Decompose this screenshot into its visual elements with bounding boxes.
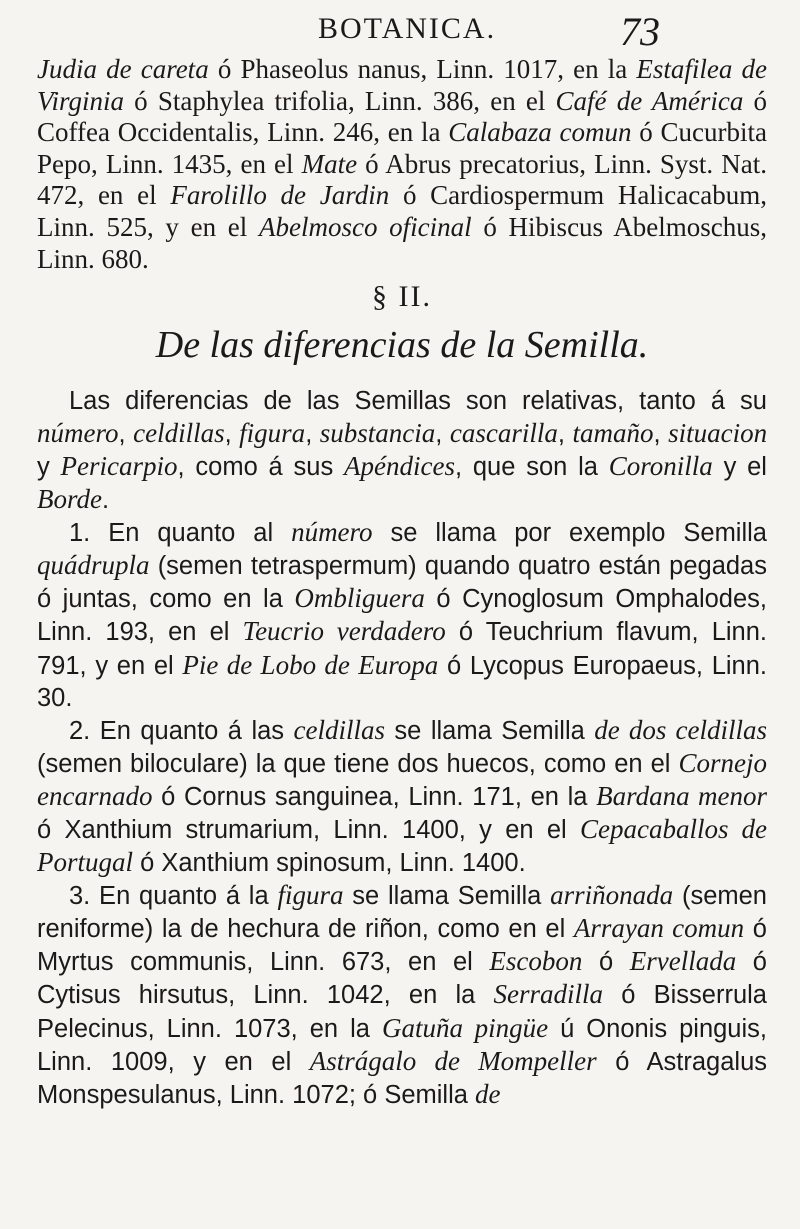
italic-run: Apéndices xyxy=(344,450,455,481)
italic-run: Ombliguera xyxy=(294,583,425,614)
text-run: (semen reniforme) la de hechura de riñon, como en el xyxy=(37,882,767,944)
text-block xyxy=(37,54,767,1111)
text-run: , xyxy=(557,419,573,448)
italic-run: Astrágalo de Mompeller xyxy=(309,1045,597,1076)
italic-run: situacion xyxy=(668,417,768,448)
italic-run: celdillas xyxy=(293,714,385,745)
text-run: ó Xanthium strumarium, Linn. 1400, y en el xyxy=(37,815,581,844)
italic-run: Coronilla xyxy=(608,450,713,481)
text-run: ó Hibiscus Abelmoschus, Linn. 680. xyxy=(37,211,768,274)
text-run: ó Phaseolus nanus, Linn. 1017, en la xyxy=(208,54,637,84)
italic-run: Judia de careta xyxy=(37,54,209,84)
text-run: se llama por exemplo Semilla xyxy=(372,519,767,548)
top-paragraph xyxy=(37,54,767,275)
italic-run: figura xyxy=(277,880,344,911)
text-run: ó Cynoglosum Omphalodes, Linn. 193, en el xyxy=(37,585,767,647)
text-run: se llama Semilla xyxy=(343,882,551,911)
running-head xyxy=(0,4,800,54)
italic-run: Bardana menor xyxy=(596,780,767,811)
running-title: BOTANICA. xyxy=(318,12,497,45)
text-run: ó Xanthium spinosum, Linn. 1400. xyxy=(133,849,526,878)
italic-run: Café de América xyxy=(555,85,744,116)
italic-run: Pericarpio xyxy=(60,450,178,481)
text-run: ú Ononis pinguis, Linn. 1009, y en el xyxy=(37,1014,767,1076)
section-title: De las diferencias de la Semilla. xyxy=(155,323,649,366)
text-run: ó Myrtus communis, Linn. 673, en el xyxy=(37,915,767,977)
italic-run: Gatuña pingüe xyxy=(381,1012,549,1043)
text-run: ó Teuchrium flavum, Linn. 791, y en el xyxy=(37,618,767,680)
text-run: ó Cardiospermum Halicacabum, Linn. 525, y en el xyxy=(37,180,767,242)
italic-run: de xyxy=(475,1078,501,1109)
text-run: 3. En quanto á la xyxy=(69,882,278,911)
italic-run: Mate xyxy=(301,148,358,179)
italic-run: Cepacaballos de Portugal xyxy=(37,813,767,878)
italic-run: Ervellada xyxy=(629,946,737,977)
italic-run: Farolillo de Jardin xyxy=(170,180,390,211)
body-paragraph xyxy=(37,879,767,1111)
body-paragraph xyxy=(37,714,767,879)
text-run: , xyxy=(653,419,669,448)
section-body xyxy=(37,385,767,1111)
italic-run: de dos celdillas xyxy=(594,714,767,745)
text-run: (semen tetraspermum) quando quatro están pegadas ó juntas, como en la xyxy=(37,552,767,614)
italic-run: celdillas xyxy=(133,417,225,448)
italic-run: Arrayan comun xyxy=(573,913,745,944)
italic-run: Cornejo encarnado xyxy=(37,747,767,811)
italic-run: figura xyxy=(239,417,306,448)
italic-run: cascarilla xyxy=(449,417,558,448)
text-run: . xyxy=(101,486,110,515)
italic-run: Escobon xyxy=(489,946,583,977)
text-run: ó Lycopus Europaeus, Linn. 30. xyxy=(37,651,767,712)
text-run: ó Coffea Occidentalis, Linn. 246, en la xyxy=(37,85,768,148)
text-run: 2. En quanto á las xyxy=(69,716,294,745)
section-mark: § II. xyxy=(372,280,432,314)
text-run: ó xyxy=(582,948,630,977)
text-run: se llama Semilla xyxy=(384,716,595,745)
italic-run: Pie de Lobo de Europa xyxy=(182,649,439,680)
text-run: y xyxy=(37,452,61,481)
text-run: , como á sus xyxy=(177,452,345,481)
italic-run: número xyxy=(37,417,119,448)
body-paragraph xyxy=(37,385,767,516)
italic-run: Teucrio verdadero xyxy=(242,616,446,647)
text-run: ó Bisserrula Pelecinus, Linn. 1073, en la xyxy=(37,981,767,1043)
italic-run: Borde xyxy=(37,484,102,515)
italic-run: Calabaza comun xyxy=(448,117,632,148)
text-run: , xyxy=(118,419,134,448)
text-run: ó Cucurbita Pepo, Linn. 1435, en el xyxy=(37,117,767,179)
text-run: , xyxy=(224,419,240,448)
italic-run: Abelmosco oficinal xyxy=(258,211,472,242)
text-run: , xyxy=(435,419,450,448)
text-run: ó Abrus precatorius, Linn. Syst. Nat. 472, en el xyxy=(37,148,767,211)
italic-run: arriñonada xyxy=(550,880,674,911)
text-run: ó Staphylea trifolia, Linn. 386, en el xyxy=(124,85,556,116)
text-run: 1. En quanto al xyxy=(69,519,292,548)
italic-run: substancia xyxy=(319,417,436,448)
italic-run: tamaño xyxy=(572,417,654,448)
italic-run: Estafilea de Virginia xyxy=(37,54,767,116)
body-paragraph xyxy=(37,516,767,714)
italic-run: Serradilla xyxy=(493,979,604,1010)
text-run: y el xyxy=(712,452,767,481)
text-run: ó Cytisus hirsutus, Linn. 1042, en la xyxy=(37,948,767,1010)
text-run: ó Cornus sanguinea, Linn. 171, en la xyxy=(152,782,597,811)
text-run: Las diferencias de las Semillas son relativas, tanto á su xyxy=(69,386,767,415)
page-number: 73 xyxy=(620,9,660,54)
text-run: , que son la xyxy=(454,452,609,481)
text-run: (semen biloculare) la que tiene dos huecos, como en el xyxy=(37,749,679,778)
italic-run: quádrupla xyxy=(37,550,150,581)
text-run: , xyxy=(305,419,320,448)
italic-run: número xyxy=(291,517,373,548)
text-run: ó Astragalus Monspesulanus, Linn. 1072; ó Semilla xyxy=(37,1047,768,1109)
